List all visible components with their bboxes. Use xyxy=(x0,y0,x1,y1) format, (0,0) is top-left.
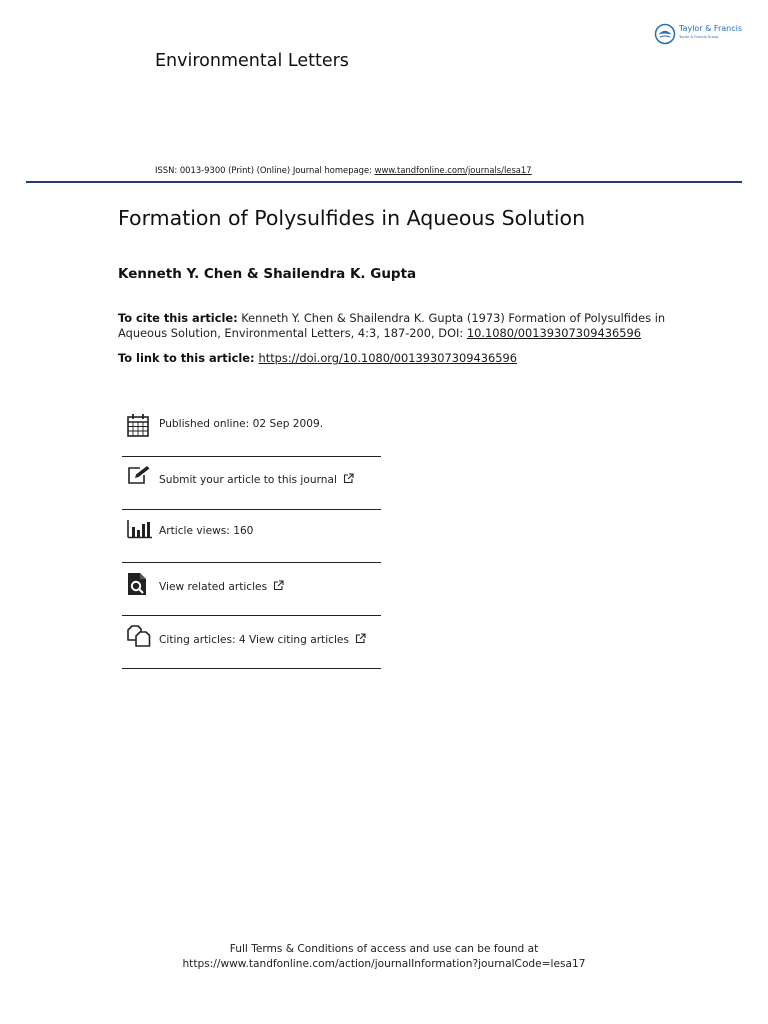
citing-row[interactable] xyxy=(122,616,381,669)
doi-link[interactable]: 10.1080/00139307309436596 xyxy=(466,325,642,340)
terms-url[interactable]: https://www.tandfonline.com/action/journalInformation?journalCode=lesa17 xyxy=(182,958,586,970)
terms-line-1: Full Terms & Conditions of access and use can be found at xyxy=(229,943,539,955)
citation-label: To cite this article: xyxy=(118,311,238,325)
external-link-icon xyxy=(273,580,284,591)
article-authors: Kenneth Y. Chen & Shailendra K. Gupta xyxy=(118,266,417,282)
external-link-icon xyxy=(355,633,366,644)
citing-articles-link[interactable]: Citing articles: 4 View citing articles xyxy=(159,633,366,646)
bar-chart-icon xyxy=(127,519,153,539)
publisher-logo[interactable] xyxy=(654,22,746,46)
article-info-list xyxy=(122,400,381,669)
submit-row[interactable] xyxy=(122,457,381,510)
journal-name: Environmental Letters xyxy=(155,51,349,71)
terms-footer xyxy=(0,942,768,972)
publisher-name: Taylor & Francis xyxy=(679,24,742,33)
views-row xyxy=(122,510,381,563)
article-title: Formation of Polysulfides in Aqueous Solution xyxy=(118,206,586,230)
issn-text: ISSN: 0013-9300 (Print) (Online) Journal homepage: xyxy=(155,165,375,175)
citing-documents-icon xyxy=(127,625,151,647)
edit-icon xyxy=(127,465,151,485)
related-row[interactable] xyxy=(122,563,381,616)
journal-homepage-link[interactable]: www.tandfonline.com/journals/lesa17 xyxy=(374,165,532,175)
article-views: Article views: 160 xyxy=(159,525,254,537)
calendar-icon xyxy=(127,413,149,437)
published-date: Published online: 02 Sep 2009. xyxy=(159,418,324,430)
external-link-icon xyxy=(343,473,354,484)
submit-article-link[interactable]: Submit your article to this journal xyxy=(159,473,354,486)
citation-block xyxy=(118,311,678,340)
doi-url-link[interactable]: https://doi.org/10.1080/00139307309436596 xyxy=(258,351,517,365)
related-articles-link[interactable]: View related articles xyxy=(159,580,284,593)
header-divider xyxy=(26,181,742,183)
citation-text: Kenneth Y. Chen & Shailendra K. Gupta (1973) Formation of Polysulfides in Aqueous Solution, Environmental Letters, 4:3, 187-200, DOI: xyxy=(118,311,666,340)
link-label: To link to this article: xyxy=(118,351,259,365)
document-search-icon xyxy=(127,572,147,596)
publisher-group: Taylor & Francis Group xyxy=(679,35,719,39)
published-row xyxy=(122,400,381,457)
publisher-logo-icon xyxy=(654,22,676,46)
article-link-line xyxy=(118,351,517,365)
issn-line xyxy=(155,165,532,175)
